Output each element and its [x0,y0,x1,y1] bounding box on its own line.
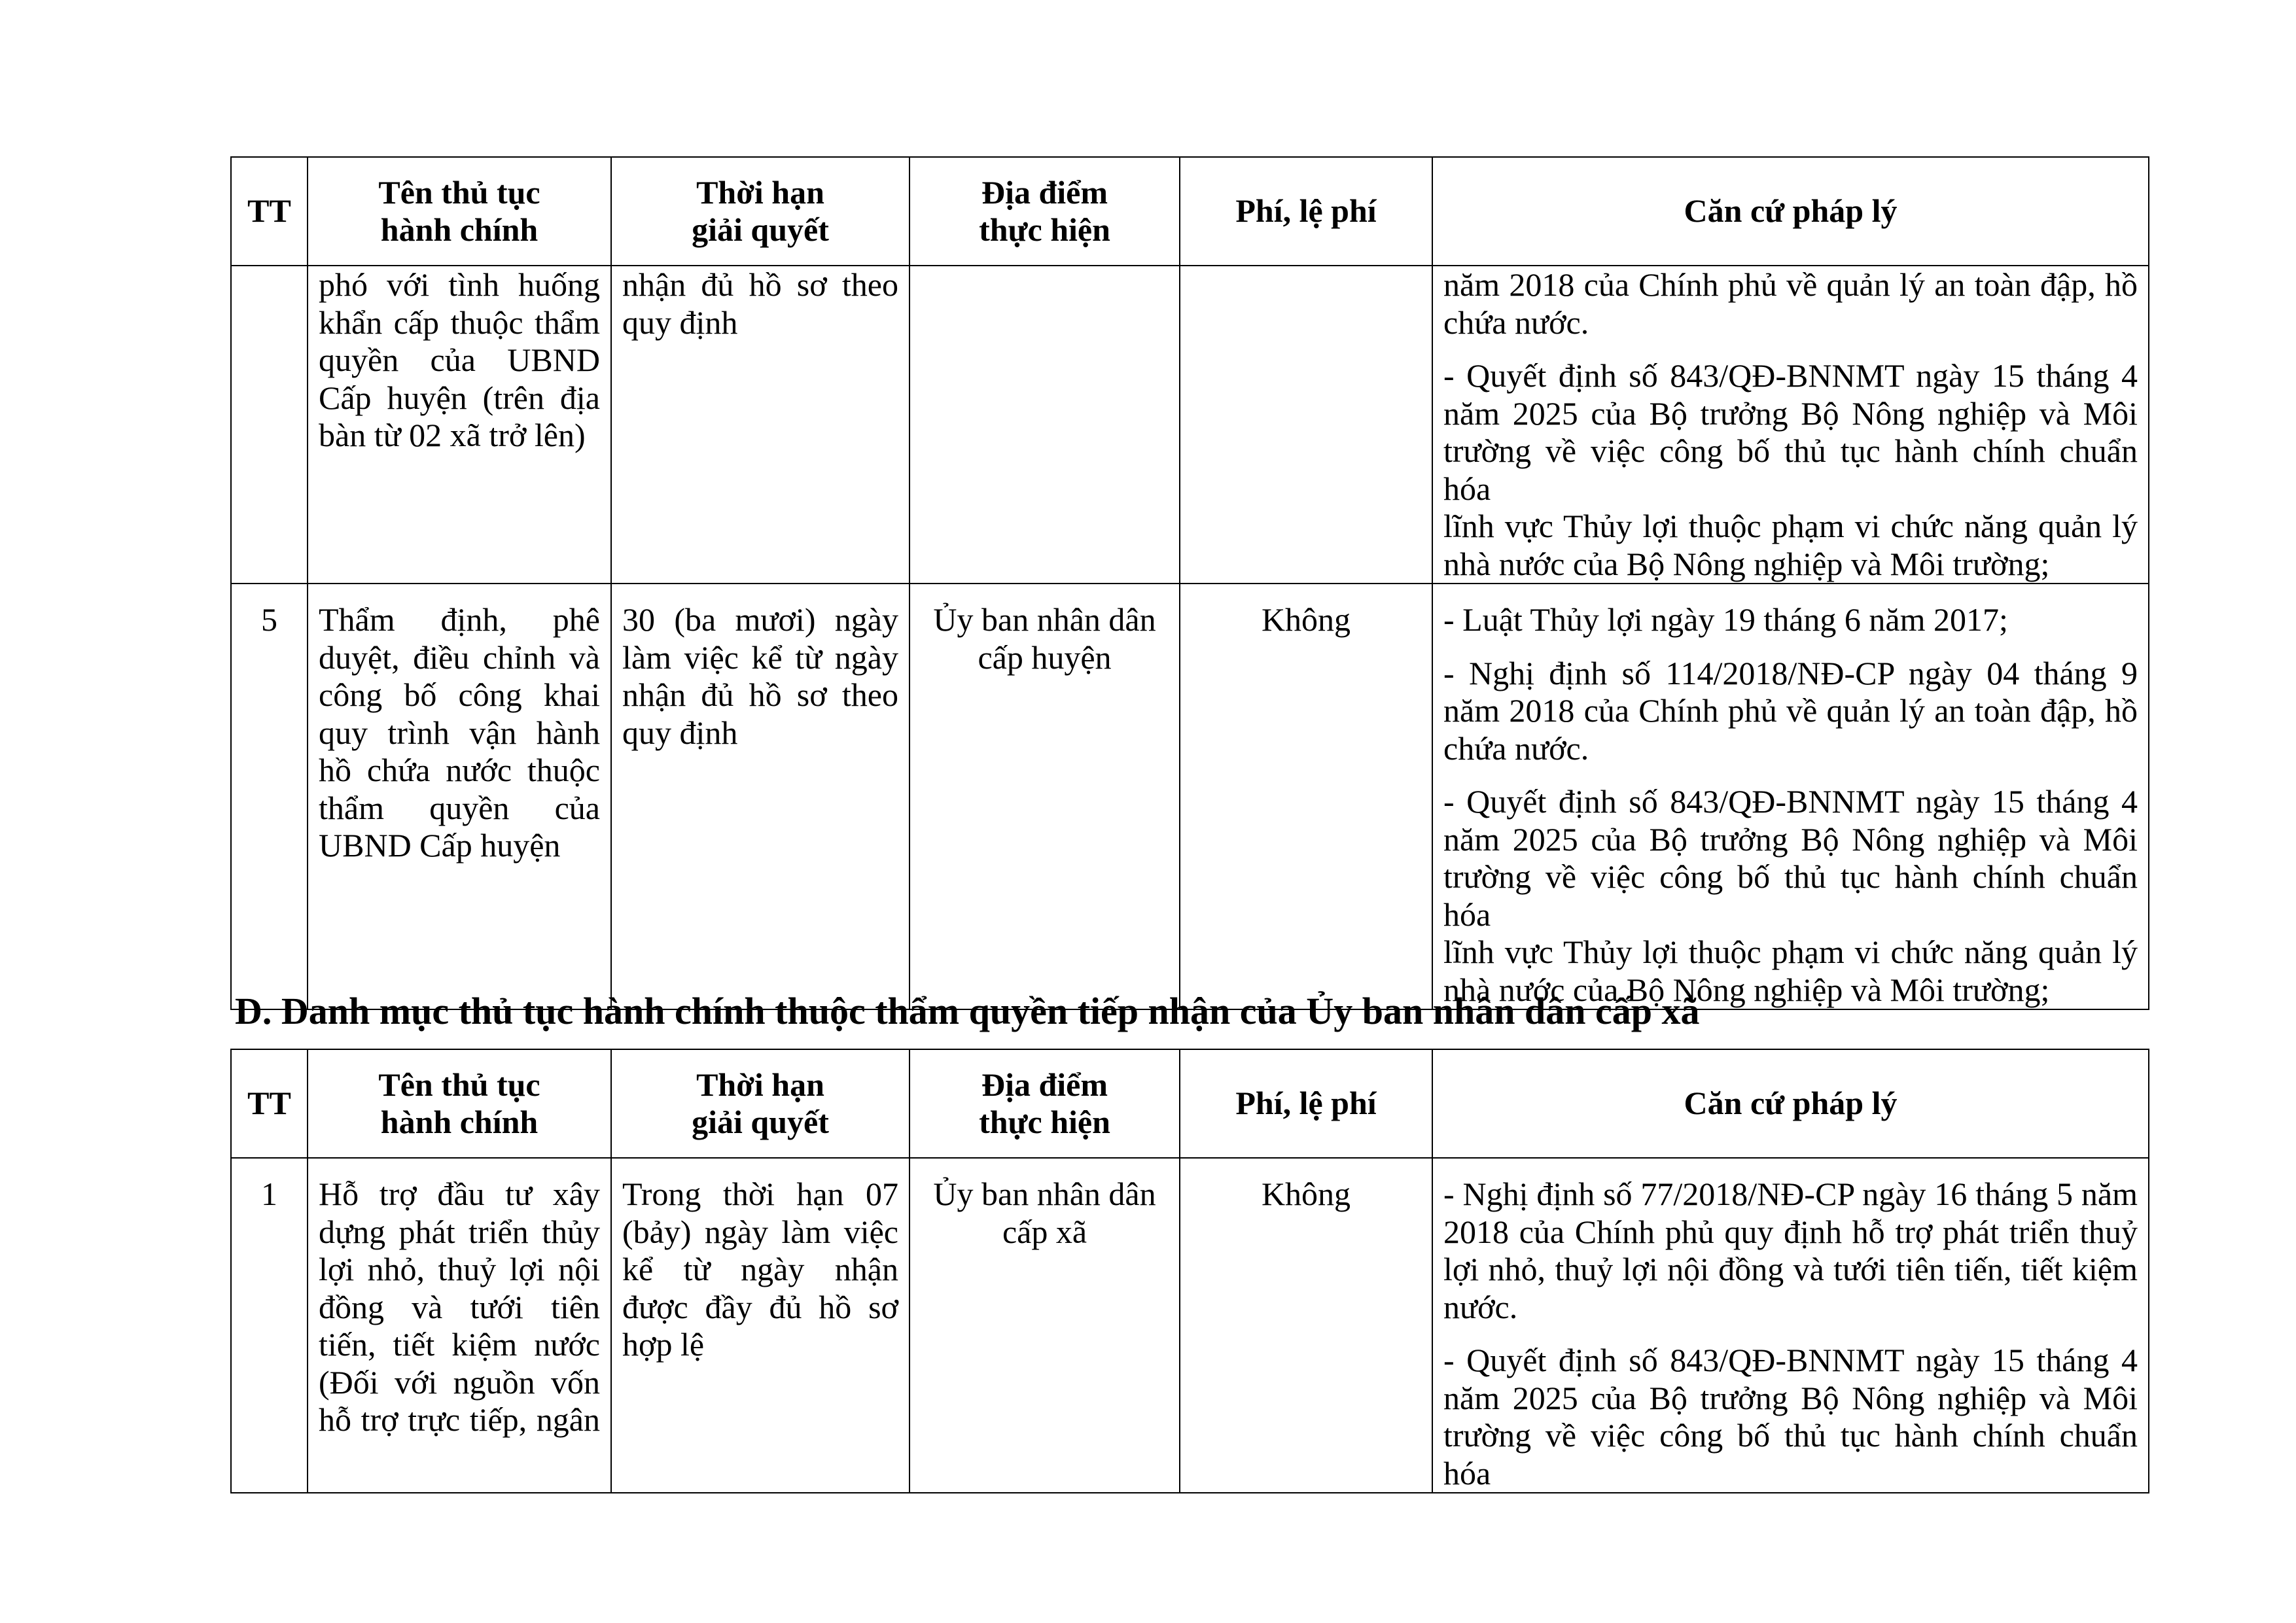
text-line: hợp lệ [622,1326,705,1363]
text-line: Ủy ban nhân dân [933,601,1156,638]
header-label: Căn cứ pháp lý [1684,1085,1898,1122]
paragraph [921,1176,1169,1251]
cell-procedure-name [308,584,611,1009]
text-line: tiến, tiết kiệm nước [319,1326,600,1363]
cell-procedure-name [308,1158,611,1493]
cell-fee [1180,584,1432,1009]
text-line: dựng phát triển thủy [319,1213,600,1250]
paragraph [622,266,898,341]
header-row [231,1049,2149,1158]
text-line: 2018 của Chính phủ quy định hỗ trợ phát triển thuỷ [1443,1213,2138,1250]
col-header-tt [231,157,308,266]
text-line: - Nghị định số 114/2018/NĐ-CP ngày 04 tháng 9 [1443,654,2138,691]
procedures-table-district [230,156,2149,1010]
text-line: năm 2018 của Chính phủ về quản lý an toàn đập, hồ [1443,692,2138,729]
cell-legal-basis [1432,584,2149,1009]
cell-location [910,266,1180,584]
cell-fee [1180,1158,1432,1493]
cell-procedure-name [308,266,611,584]
text-line: - Quyết định số 843/QĐ-BNNMT ngày 15 tháng 4 [1443,783,2138,820]
text-line: - Nghị định số 77/2018/NĐ-CP ngày 16 tháng 5 năm [1443,1176,2138,1212]
cell-text: 5 [261,601,277,638]
col-header-legal-basis [1432,157,2149,266]
table-row [231,266,2149,584]
header-label: Thời hạn [696,173,824,211]
header-label: Căn cứ pháp lý [1684,192,1898,230]
header-label: thực hiện [979,1104,1110,1140]
text-line: cấp huyện [978,638,1112,676]
text-line: nhận đủ hồ sơ theo [622,266,898,303]
col-header-procedure-name [308,157,611,266]
col-header-fee [1180,1049,1432,1158]
text-line: quy trình vận hành [319,714,600,751]
text-line: cấp xã [1002,1213,1087,1250]
col-header-time-limit [611,1049,910,1158]
text-line: kể từ ngày nhận [622,1251,898,1287]
paragraph [319,266,600,455]
text-line: chứa nước. [1443,729,1589,767]
text-line: năm 2025 của Bộ trưởng Bộ Nông nghiệp và Môi [1443,1379,2138,1416]
text-line: - Quyết định số 843/QĐ-BNNMT ngày 15 tháng 4 [1443,357,2138,394]
header-label: Địa điểm [981,173,1108,211]
cell-time-limit [611,584,910,1009]
paragraph [1443,1342,2138,1492]
table-row [231,584,2149,1009]
table-header [231,1049,2149,1158]
text-line: lĩnh vực Thủy lợi thuộc phạm vi chức năng quản lý [1443,508,2138,544]
header-label: thực hiện [979,211,1110,248]
paragraph [1443,357,2138,583]
cell-location [910,584,1180,1009]
table-body [231,266,2149,1009]
cell-tt [231,584,308,1009]
paragraph [921,601,1169,676]
paragraph [319,601,600,865]
text-line: - Luật Thủy lợi ngày 19 tháng 6 năm 2017; [1443,601,2008,638]
header-label: hành chính [380,1104,539,1140]
header-label: Địa điểm [981,1066,1108,1103]
text-line: nhà nước của Bộ Nông nghiệp và Môi trường; [1443,545,2050,582]
cell-text: Không [1261,1176,1351,1212]
text-line: được đầy đủ hồ sơ [622,1288,898,1325]
text-line: nhận đủ hồ sơ theo [622,676,898,713]
text-line: quy định [622,304,738,341]
col-header-fee [1180,157,1432,266]
text-line: năm 2025 của Bộ trưởng Bộ Nông nghiệp và Môi [1443,394,2138,432]
text-line: lĩnh vực Thủy lợi thuộc phạm vi chức năng quản lý [1443,934,2138,970]
cell-fee [1180,266,1432,584]
text-line: khẩn cấp thuộc thẩm [319,304,600,341]
table-body [231,1158,2149,1493]
table-row [231,1158,2149,1493]
text-line: hồ chứa nước thuộc [319,752,600,788]
header-label: TT [247,192,291,230]
text-line: 30 (ba mươi) ngày [622,601,898,638]
cell-time-limit [611,1158,910,1493]
cell-legal-basis [1432,1158,2149,1493]
text-line: bàn từ 02 xã trở lên) [319,417,586,453]
text-line: trường về việc công bố thủ tục hành chính chuẩn hóa [1443,858,2138,933]
text-line: quy định [622,714,738,751]
text-line: (bảy) ngày làm việc [622,1213,898,1250]
paragraph [1443,601,2138,639]
paragraph [622,1176,898,1364]
text-line: phó với tình huống [319,266,600,303]
col-header-legal-basis [1432,1049,2149,1158]
text-line: lợi nhỏ, thuỷ lợi nội đồng và tưới tiên tiến, tiết kiệm [1443,1251,2138,1287]
cell-legal-basis [1432,266,2149,584]
paragraph [1443,783,2138,1009]
text-line: đồng và tưới tiên [319,1288,600,1325]
text-line: trường về việc công bố thủ tục hành chính chuẩn hóa [1443,432,2138,507]
cell-location [910,1158,1180,1493]
header-label: hành chính [380,211,539,248]
text-line: quyền của UBND [319,341,600,378]
text-line: nhà nước của Bộ Nông nghiệp và Môi trường; [1443,971,2050,1008]
header-label: Tên thủ tục [378,173,540,211]
col-header-tt [231,1049,308,1158]
text-line: công bố công khai [319,676,600,713]
text-line: Ủy ban nhân dân [933,1176,1156,1212]
text-line: hỗ trợ trực tiếp, ngân [319,1401,600,1438]
text-line: thẩm quyền của [319,789,600,826]
text-line: năm 2018 của Chính phủ về quản lý an toàn đập, hồ [1443,266,2138,303]
header-label: Thời hạn [696,1066,824,1103]
col-header-time-limit [611,157,910,266]
cell-time-limit [611,266,910,584]
header-row [231,157,2149,266]
header-label: TT [247,1085,291,1122]
paragraph [1443,266,2138,341]
text-line: duyệt, điều chỉnh và [319,638,600,676]
text-line: Cấp huyện (trên địa [319,379,600,416]
table-header [231,157,2149,266]
text-line: (Đối với nguồn vốn [319,1363,600,1401]
text-line: UBND Cấp huyện [319,827,561,864]
header-label: Tên thủ tục [378,1066,540,1103]
paragraph [622,601,898,752]
text-line: - Quyết định số 843/QĐ-BNNMT ngày 15 tháng 4 [1443,1342,2138,1378]
text-line: chứa nước. [1443,304,1589,341]
text-line: trường về việc công bố thủ tục hành chính chuẩn hóa [1443,1417,2138,1492]
col-header-location [910,157,1180,266]
col-header-location [910,1049,1180,1158]
paragraph [1443,655,2138,768]
paragraph [1443,1176,2138,1326]
text-line: làm việc kể từ ngày [622,638,898,676]
paragraph [319,1176,600,1439]
cell-tt [231,1158,308,1493]
cell-tt [231,266,308,584]
header-label: giải quyết [692,211,829,248]
text-line: năm 2025 của Bộ trưởng Bộ Nông nghiệp và Môi [1443,820,2138,858]
procedures-table-commune [230,1049,2149,1493]
cell-text: Không [1261,601,1351,638]
header-label: Phí, lệ phí [1235,192,1377,230]
col-header-procedure-name [308,1049,611,1158]
text-line: nước. [1443,1288,1518,1325]
text-line: Thẩm định, phê [319,601,600,638]
text-line: Hỗ trợ đầu tư xây [319,1176,600,1212]
header-label: giải quyết [692,1104,829,1140]
header-label: Phí, lệ phí [1235,1085,1377,1122]
text-line: lợi nhỏ, thuỷ lợi nội [319,1251,600,1287]
text-line: Trong thời hạn 07 [622,1176,898,1212]
section-heading: D. Danh mục thủ tục hành chính thuộc thẩm quyền tiếp nhận của Ủy ban nhân dân cấp xã [235,990,1700,1032]
cell-text: 1 [261,1176,277,1212]
